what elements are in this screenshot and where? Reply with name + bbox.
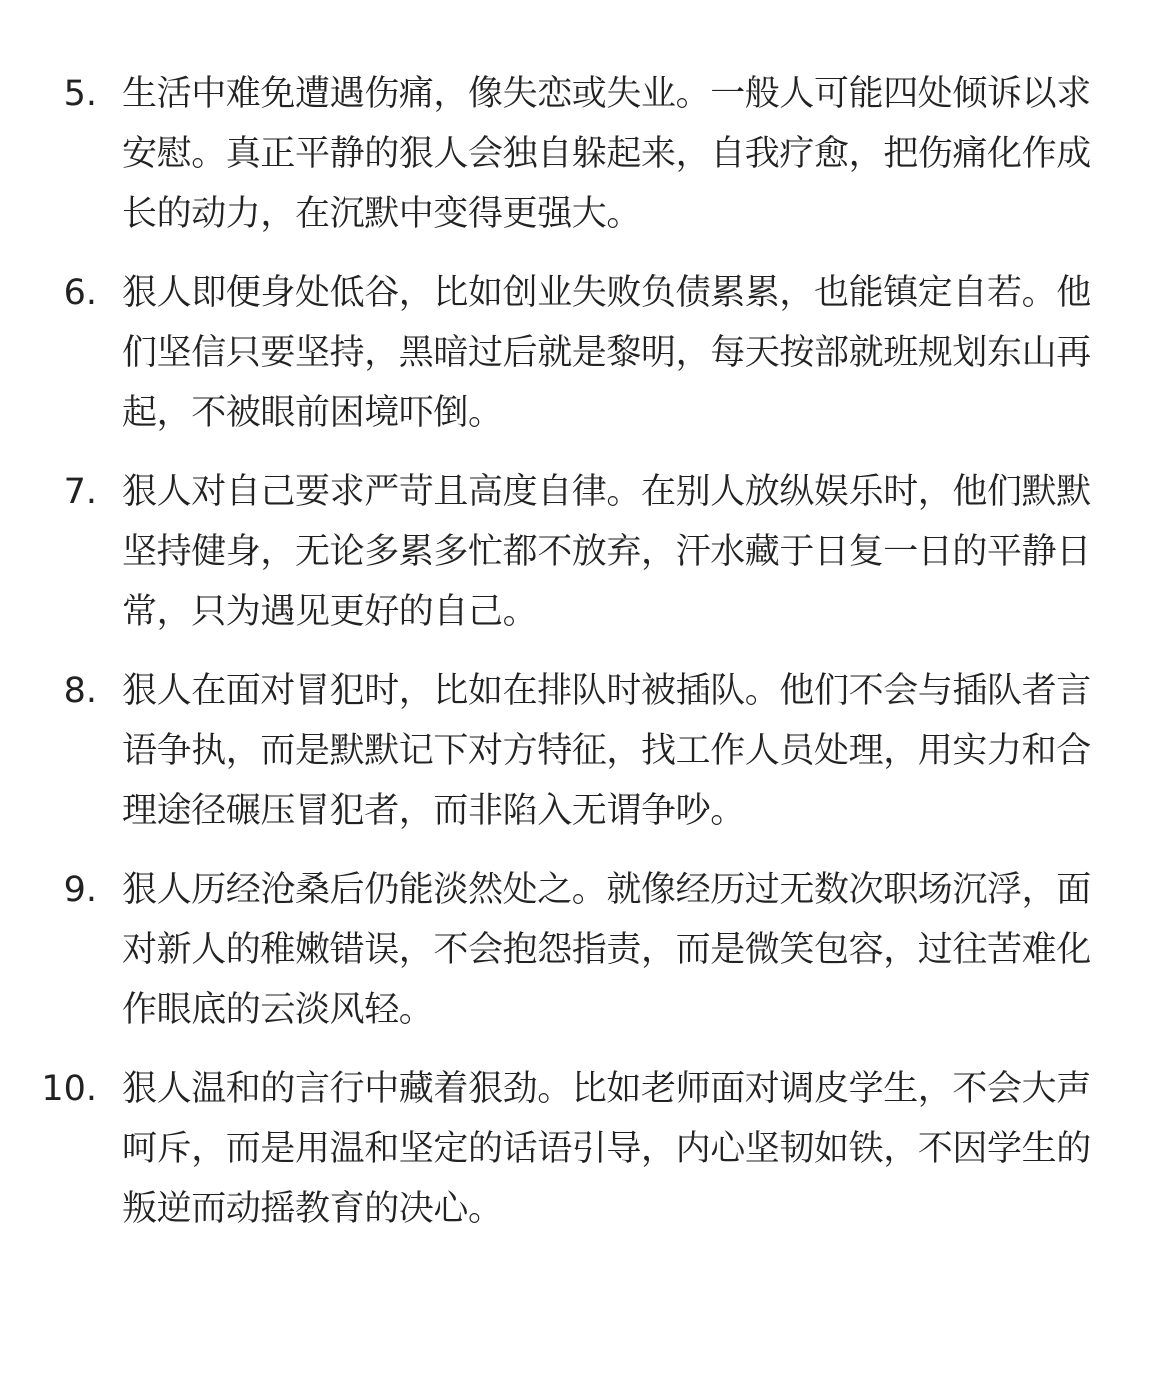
list-item-6 <box>0 263 1170 443</box>
item-number: 6. <box>63 273 97 313</box>
item-number: 7. <box>63 472 97 512</box>
item-text: 狠人对自己要求严苛且高度自律。在别人放纵娱乐时，他们默默坚持健身，无论多累多忙都不放弃，汗水藏于日复一日的平静日常，只为遇见更好的自己。 <box>122 472 1091 632</box>
item-text: 狠人即便身处低谷，比如创业失败负债累累，也能镇定自若。他们坚信只要坚持，黑暗过后就是黎明，每天按部就班规划东山再起，不被眼前困境吓倒。 <box>122 273 1091 433</box>
list-item-10 <box>0 1059 1170 1239</box>
item-number: 8. <box>63 671 97 711</box>
list-item-7 <box>0 462 1170 642</box>
item-text: 狠人历经沧桑后仍能淡然处之。就像经历过无数次职场沉浮，面对新人的稚嫩错误，不会抱怨指责，而是微笑包容，过往苦难化作眼底的云淡风轻。 <box>122 870 1091 1030</box>
list-item-9 <box>0 860 1170 1040</box>
item-text: 狠人温和的言行中藏着狠劲。比如老师面对调皮学生，不会大声呵斥，而是用温和坚定的话语引导，内心坚韧如铁，不因学生的叛逆而动摇教育的决心。 <box>122 1069 1091 1229</box>
item-text: 狠人在面对冒犯时，比如在排队时被插队。他们不会与插队者言语争执，而是默默记下对方特征，找工作人员处理，用实力和合理途径碾压冒犯者，而非陷入无谓争吵。 <box>122 671 1091 831</box>
item-number: 10. <box>41 1069 97 1109</box>
list-item-8 <box>0 661 1170 841</box>
item-number: 9. <box>63 870 97 910</box>
list-item-5 <box>0 64 1170 244</box>
item-text: 生活中难免遭遇伤痛，像失恋或失业。一般人可能四处倾诉以求安慰。真正平静的狠人会独自躲起来，自我疗愈，把伤痛化作成长的动力，在沉默中变得更强大。 <box>122 74 1091 234</box>
item-number: 5. <box>63 74 97 114</box>
